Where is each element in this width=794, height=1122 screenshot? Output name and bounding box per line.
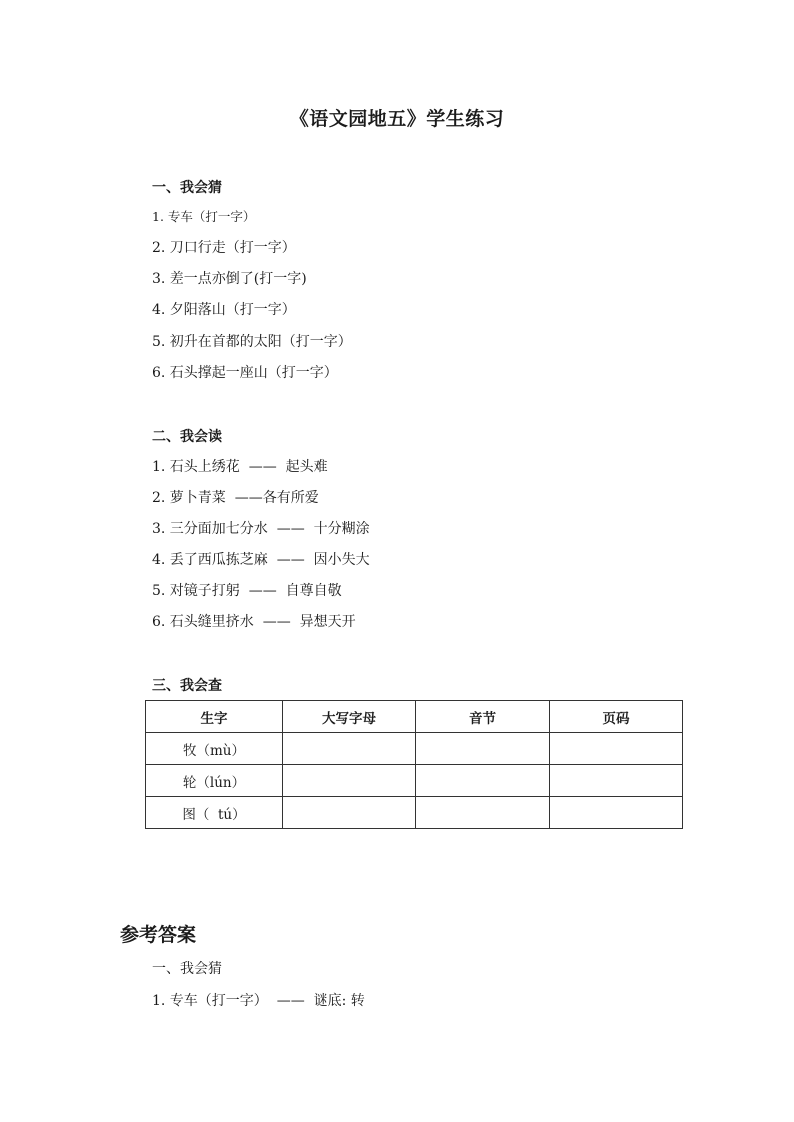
table-cell: [283, 765, 416, 797]
page-title: 《语文园地五》学生练习: [289, 108, 505, 130]
column-header: 大写字母: [283, 701, 416, 733]
table-cell: 牧（mù）: [146, 733, 283, 765]
list-item: 4. 夕阳落山（打一字）: [152, 302, 296, 318]
column-header: 音节: [416, 701, 550, 733]
table-row: [146, 733, 683, 765]
table-cell: [416, 733, 550, 765]
answer-section-heading: 一、我会猜: [152, 961, 222, 977]
list-item: 3. 三分面加七分水 —— 十分糊涂: [152, 521, 370, 537]
table-cell: [283, 733, 416, 765]
list-item: 1. 专车（打一字）: [152, 209, 256, 224]
table-cell: 图（ tú）: [146, 797, 283, 829]
list-item: 2. 萝卜青菜 ——各有所爱: [152, 490, 319, 506]
list-item: 2. 刀口行走（打一字）: [152, 240, 296, 256]
section-heading-guess: 一、我会猜: [152, 180, 222, 196]
table-row: [146, 797, 683, 829]
table-cell: 轮（lún）: [146, 765, 283, 797]
table-cell: [416, 765, 550, 797]
list-item: 4. 丢了西瓜拣芝麻 —— 因小失大: [152, 552, 370, 568]
list-item: 6. 石头撑起一座山（打一字）: [152, 365, 338, 381]
table-header-row: [146, 701, 683, 733]
list-item: 1. 石头上绣花 —— 起头难: [152, 459, 328, 475]
answer-heading: 参考答案: [120, 924, 197, 946]
table-cell: [550, 765, 683, 797]
column-header: 页码: [550, 701, 683, 733]
list-item: 5. 初升在首都的太阳（打一字）: [152, 334, 352, 350]
table-row: [146, 765, 683, 797]
table-cell: [416, 797, 550, 829]
answer-item: 1. 专车（打一字） —— 谜底: 转: [152, 993, 365, 1009]
section-heading-read: 二、我会读: [152, 429, 222, 445]
section-heading-lookup: 三、我会查: [152, 678, 222, 694]
list-item: 5. 对镜子打躬 —— 自尊自敬: [152, 583, 342, 599]
table-cell: [550, 797, 683, 829]
list-item: 6. 石头缝里挤水 —— 异想天开: [152, 614, 356, 630]
table-cell: [550, 733, 683, 765]
table-cell: [283, 797, 416, 829]
column-header: 生字: [146, 701, 283, 733]
lookup-table: [145, 700, 683, 829]
list-item: 3. 差一点亦倒了(打一字): [152, 271, 307, 287]
